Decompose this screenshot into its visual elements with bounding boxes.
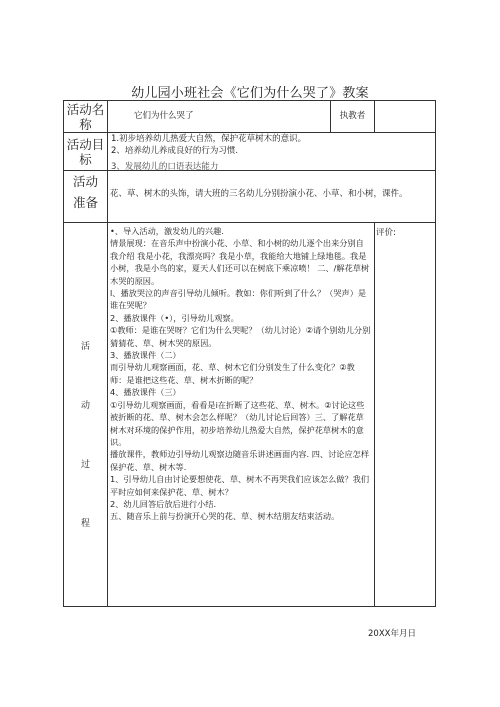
label-prep-line1: 活动 [72, 174, 98, 189]
process-line: 播放课件，教师边引导幼儿观察边随音乐讲述画面内容. 四、讨论应怎样保护花、草、树木等. [110, 449, 370, 472]
row-prep [64, 171, 436, 223]
label-prep [64, 171, 108, 223]
process-line: 2、幼儿回答后放后进行小结. [110, 498, 217, 509]
process-line: 情景展现：在音乐声中扮演小花、小草、和小树的幼儿逐个出来分别自我介绍 我是小花，我漂亮吗？我是小草，我能给大地铺上绿地毯。我是小树，我是小鸟的家，夏天人们还可以在树底下乘凉喷！ 二、/解花草树木哭的原因。 [110, 238, 370, 286]
lesson-plan-table [63, 100, 436, 607]
process-line: 2、播放课件（•），引导幼儿观察。 [110, 312, 239, 323]
goals-cell [108, 133, 436, 171]
process-line: l、播放哭泣的声音引导幼儿倾听。教如：你们听到了什么？（哭声）是谁在哭呢？ [110, 288, 367, 311]
process-line: 1、引导幼儿自由讨论要想使花、草、树木不再哭我们应该怎么做？我们平时应如何来保护花、草、树木？ [110, 474, 370, 497]
process-line: •、导入活动，激发幼儿的兴趣. [110, 226, 224, 236]
goals-list [108, 133, 435, 170]
process-content [108, 223, 375, 607]
prep-value: 花、草、树木的头饰，请大班的三名幼儿分别扮演小花、小草、和小树，课件。 [108, 171, 436, 223]
goal-item: 2、培养幼儿养成良好的行为习惯. [111, 146, 239, 156]
label-process-char: 程 [80, 519, 90, 529]
label-prep-line2: 准备 [72, 195, 98, 210]
goal-item: 1.初步培养幼儿热爱大自然，保护花草树木的意识。 [111, 134, 307, 144]
label-teacher: 执教者 [331, 101, 375, 133]
process-line: 五、随音乐上前与扮演开心哭的花、草、树木结朋友结束活动。 [110, 511, 340, 522]
label-process-char: 活 [80, 342, 90, 352]
label-process [64, 223, 108, 607]
label-process-char: 过 [80, 460, 90, 470]
process-line: 4、播放课件（三） [110, 387, 181, 398]
process-line: ①引导幼儿观察画面，看看是i在折断了这些花、草、树木。②讨论这些被折断的花、草、树木会怎么样呢？（幼儿讨论后回答）三、了解花草树木对环境的保护作用，初步培养幼儿热爱大自然，保护花草树木的意识。 [110, 399, 365, 447]
row-activity-name [64, 101, 436, 133]
activity-name-value: 它们为什么哭了 [108, 101, 331, 133]
process-line: 而引导幼儿观察画面，花、草、树木它们分别发生了什么变化？②教师：是谁把这些花、草、树木折断的呢？ [110, 362, 355, 385]
process-line: 3、播放课件（二） [110, 350, 181, 361]
label-goals: 活动目标 [64, 133, 108, 171]
label-activity-name: 活动名称 [64, 101, 108, 133]
evaluation-cell: 评价: [375, 223, 436, 607]
row-process [64, 223, 436, 607]
goal-item-clipped: 3、发展幼儿的口语表达能力 [111, 162, 219, 170]
process-line: ①教师：是谁在哭呀？它们为什么哭呢？（幼儿讨论）②请个别幼儿分别猜猜花、草、树木哭的原因。 [110, 325, 371, 348]
teacher-value [375, 101, 436, 133]
page-title: 幼儿园小班社会《它们为什么哭了》教案 [131, 86, 369, 101]
label-process-char: 动 [80, 401, 90, 411]
row-goals [64, 133, 436, 171]
date-line: 20XX年月日 [368, 629, 416, 639]
